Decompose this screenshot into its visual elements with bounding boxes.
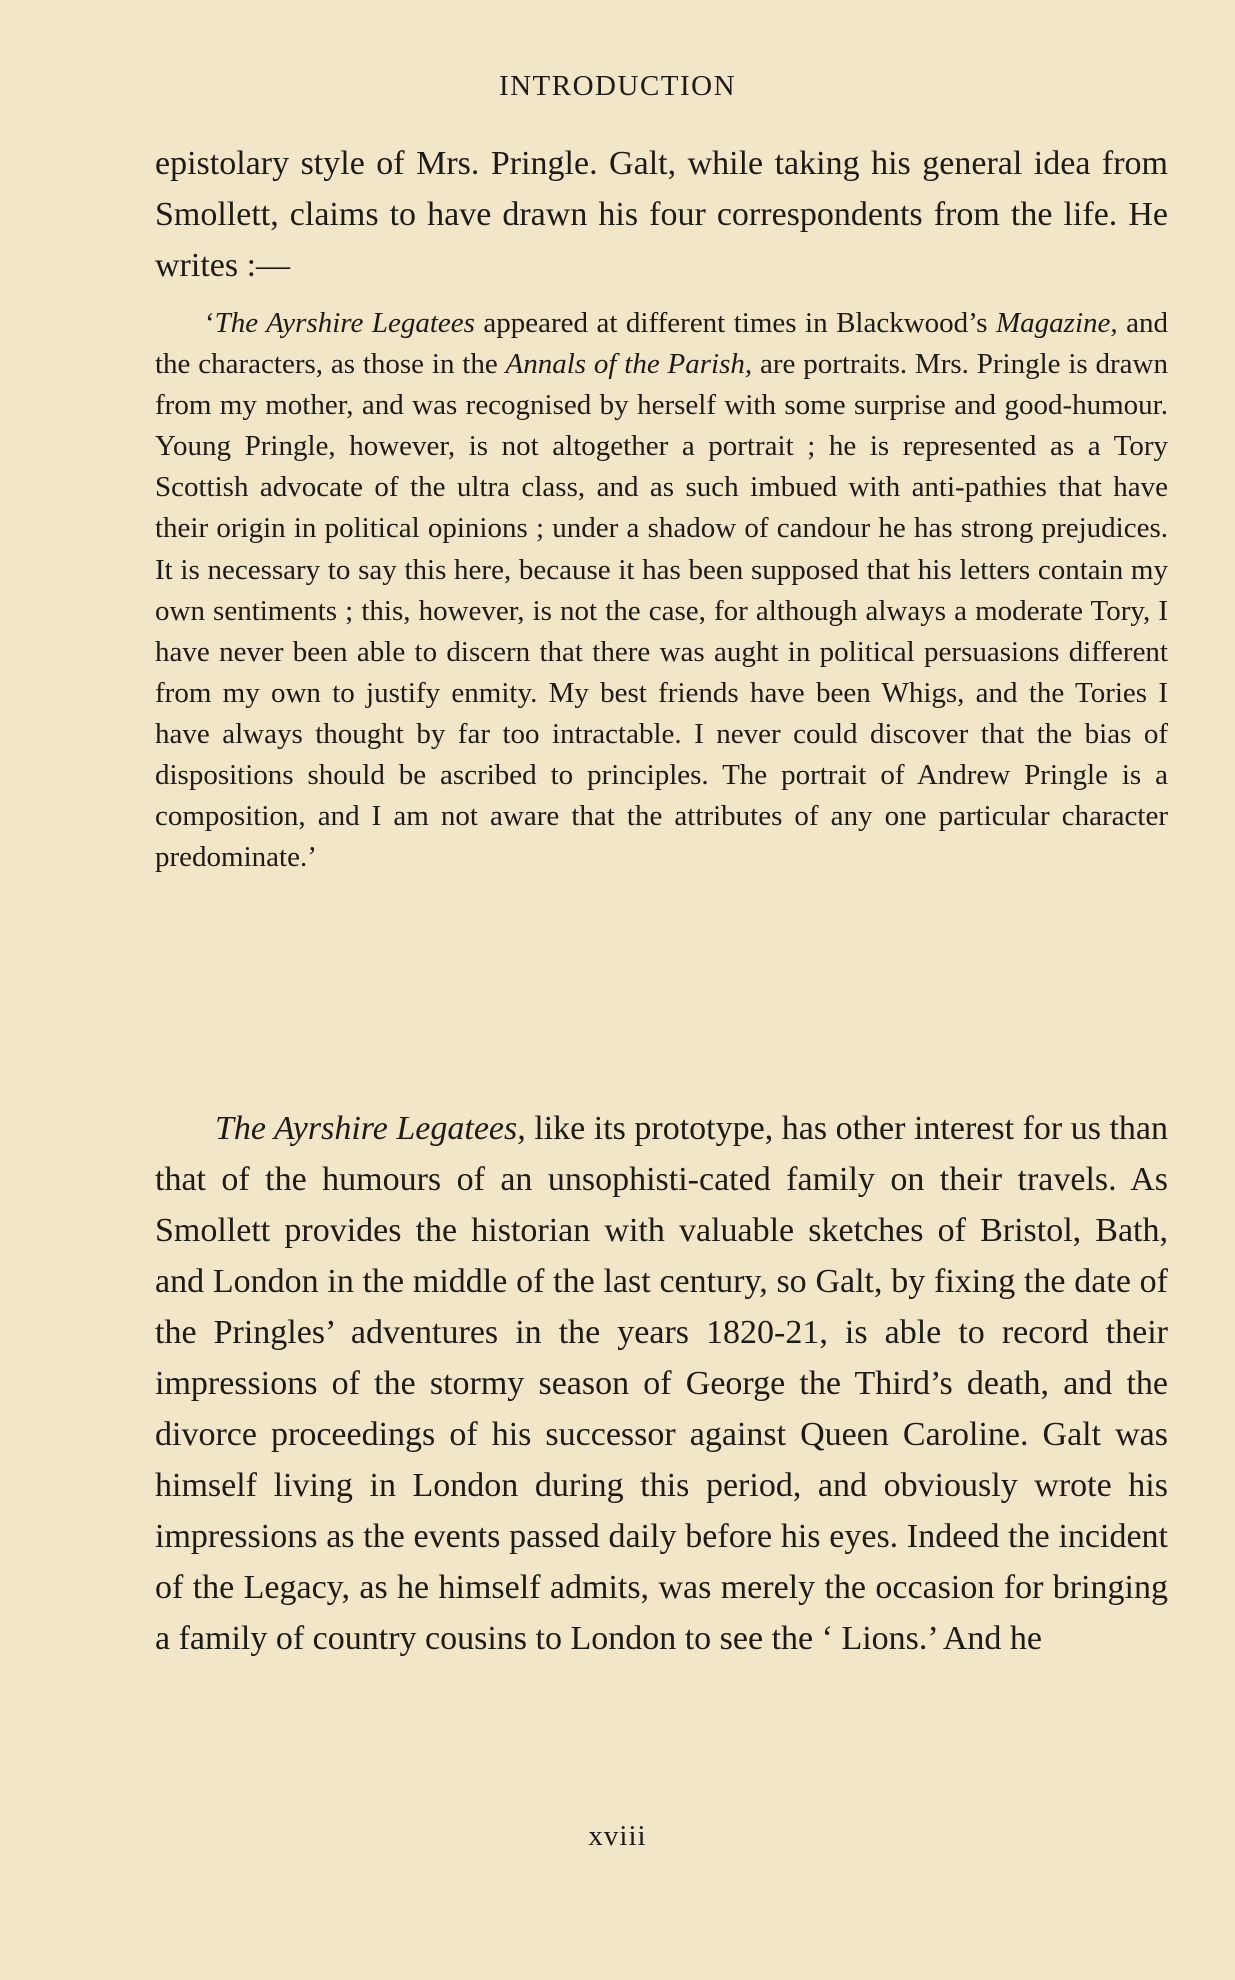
quote-text-2: and the characters, as those in the (155, 307, 1168, 381)
paragraph-2 (155, 1103, 1168, 1664)
paragraph-2-text (155, 1103, 1168, 1664)
quote-open-mark: ‘ (205, 307, 215, 339)
quote-title-magazine: Magazine, (996, 307, 1118, 339)
paragraph-2-body: like its prototype, has other interest for us than that of the humours of an unsophisti-cated family on their travels. As Smollett provides the historian with valuable sketches of Bristol, Bath, and London in the middle of the last century, so Galt, by fixing the date of the Pringles’ adventures in the years 1820-21, is able to record their impressions of the stormy season of George the Third’s death, and the divorce proceedings of his successor against Queen Caroline. Galt was himself living in London during this period, and obviously wrote his impressions as the events passed daily before his eyes. Indeed the incident of the Legacy, as he himself admits, was merely the occasion for bringing a family of country cousins to London to see the ‘ Lions.’ And he (155, 1110, 1168, 1657)
paragraph-2-title: The Ayrshire Legatees, (215, 1110, 526, 1147)
block-quote (155, 303, 1168, 878)
quote-text (155, 303, 1168, 878)
page-number: xviii (588, 1820, 647, 1852)
quote-text-3: are portraits. Mrs. Pringle is drawn from my mother, and was recognised by herself with some surprise and good-humour. Young Pringle, however, is not altogether a portrait ; he is represented as a Tory Scottish advocate of the ultra class, and as such imbued with anti-pathies that have their origin in political opinions ; under a shadow of candour he has strong prejudices. It is necessary to say this here, because it has been supposed that his letters contain my own sentiments ; this, however, is not the case, for although always a moderate Tory, I have never been able to discern that there was aught in political persuasions different from my own to justify enmity. My best friends have been Whigs, and the Tories I have always thought by far too intractable. I never could discover that the bias of dispositions should be ascribed to principles. The portrait of Andrew Pringle is a composition, and I am not aware that the attributes of any one particular character predominate.’ (155, 348, 1168, 874)
paragraph-1 (155, 138, 1168, 291)
quote-title-annals: Annals of the Parish, (505, 348, 753, 381)
quote-title-ayrshire-legatees: The Ayrshire Legatees (214, 307, 475, 339)
quote-text-1: appeared at different times in Blackwood’s (474, 307, 996, 339)
running-head: INTRODUCTION (498, 70, 737, 102)
paragraph-1-text: epistolary style of Mrs. Pringle. Galt, while taking his general idea from Smollett, claims to have drawn his four correspondents from the life. He writes :— (155, 145, 1168, 284)
